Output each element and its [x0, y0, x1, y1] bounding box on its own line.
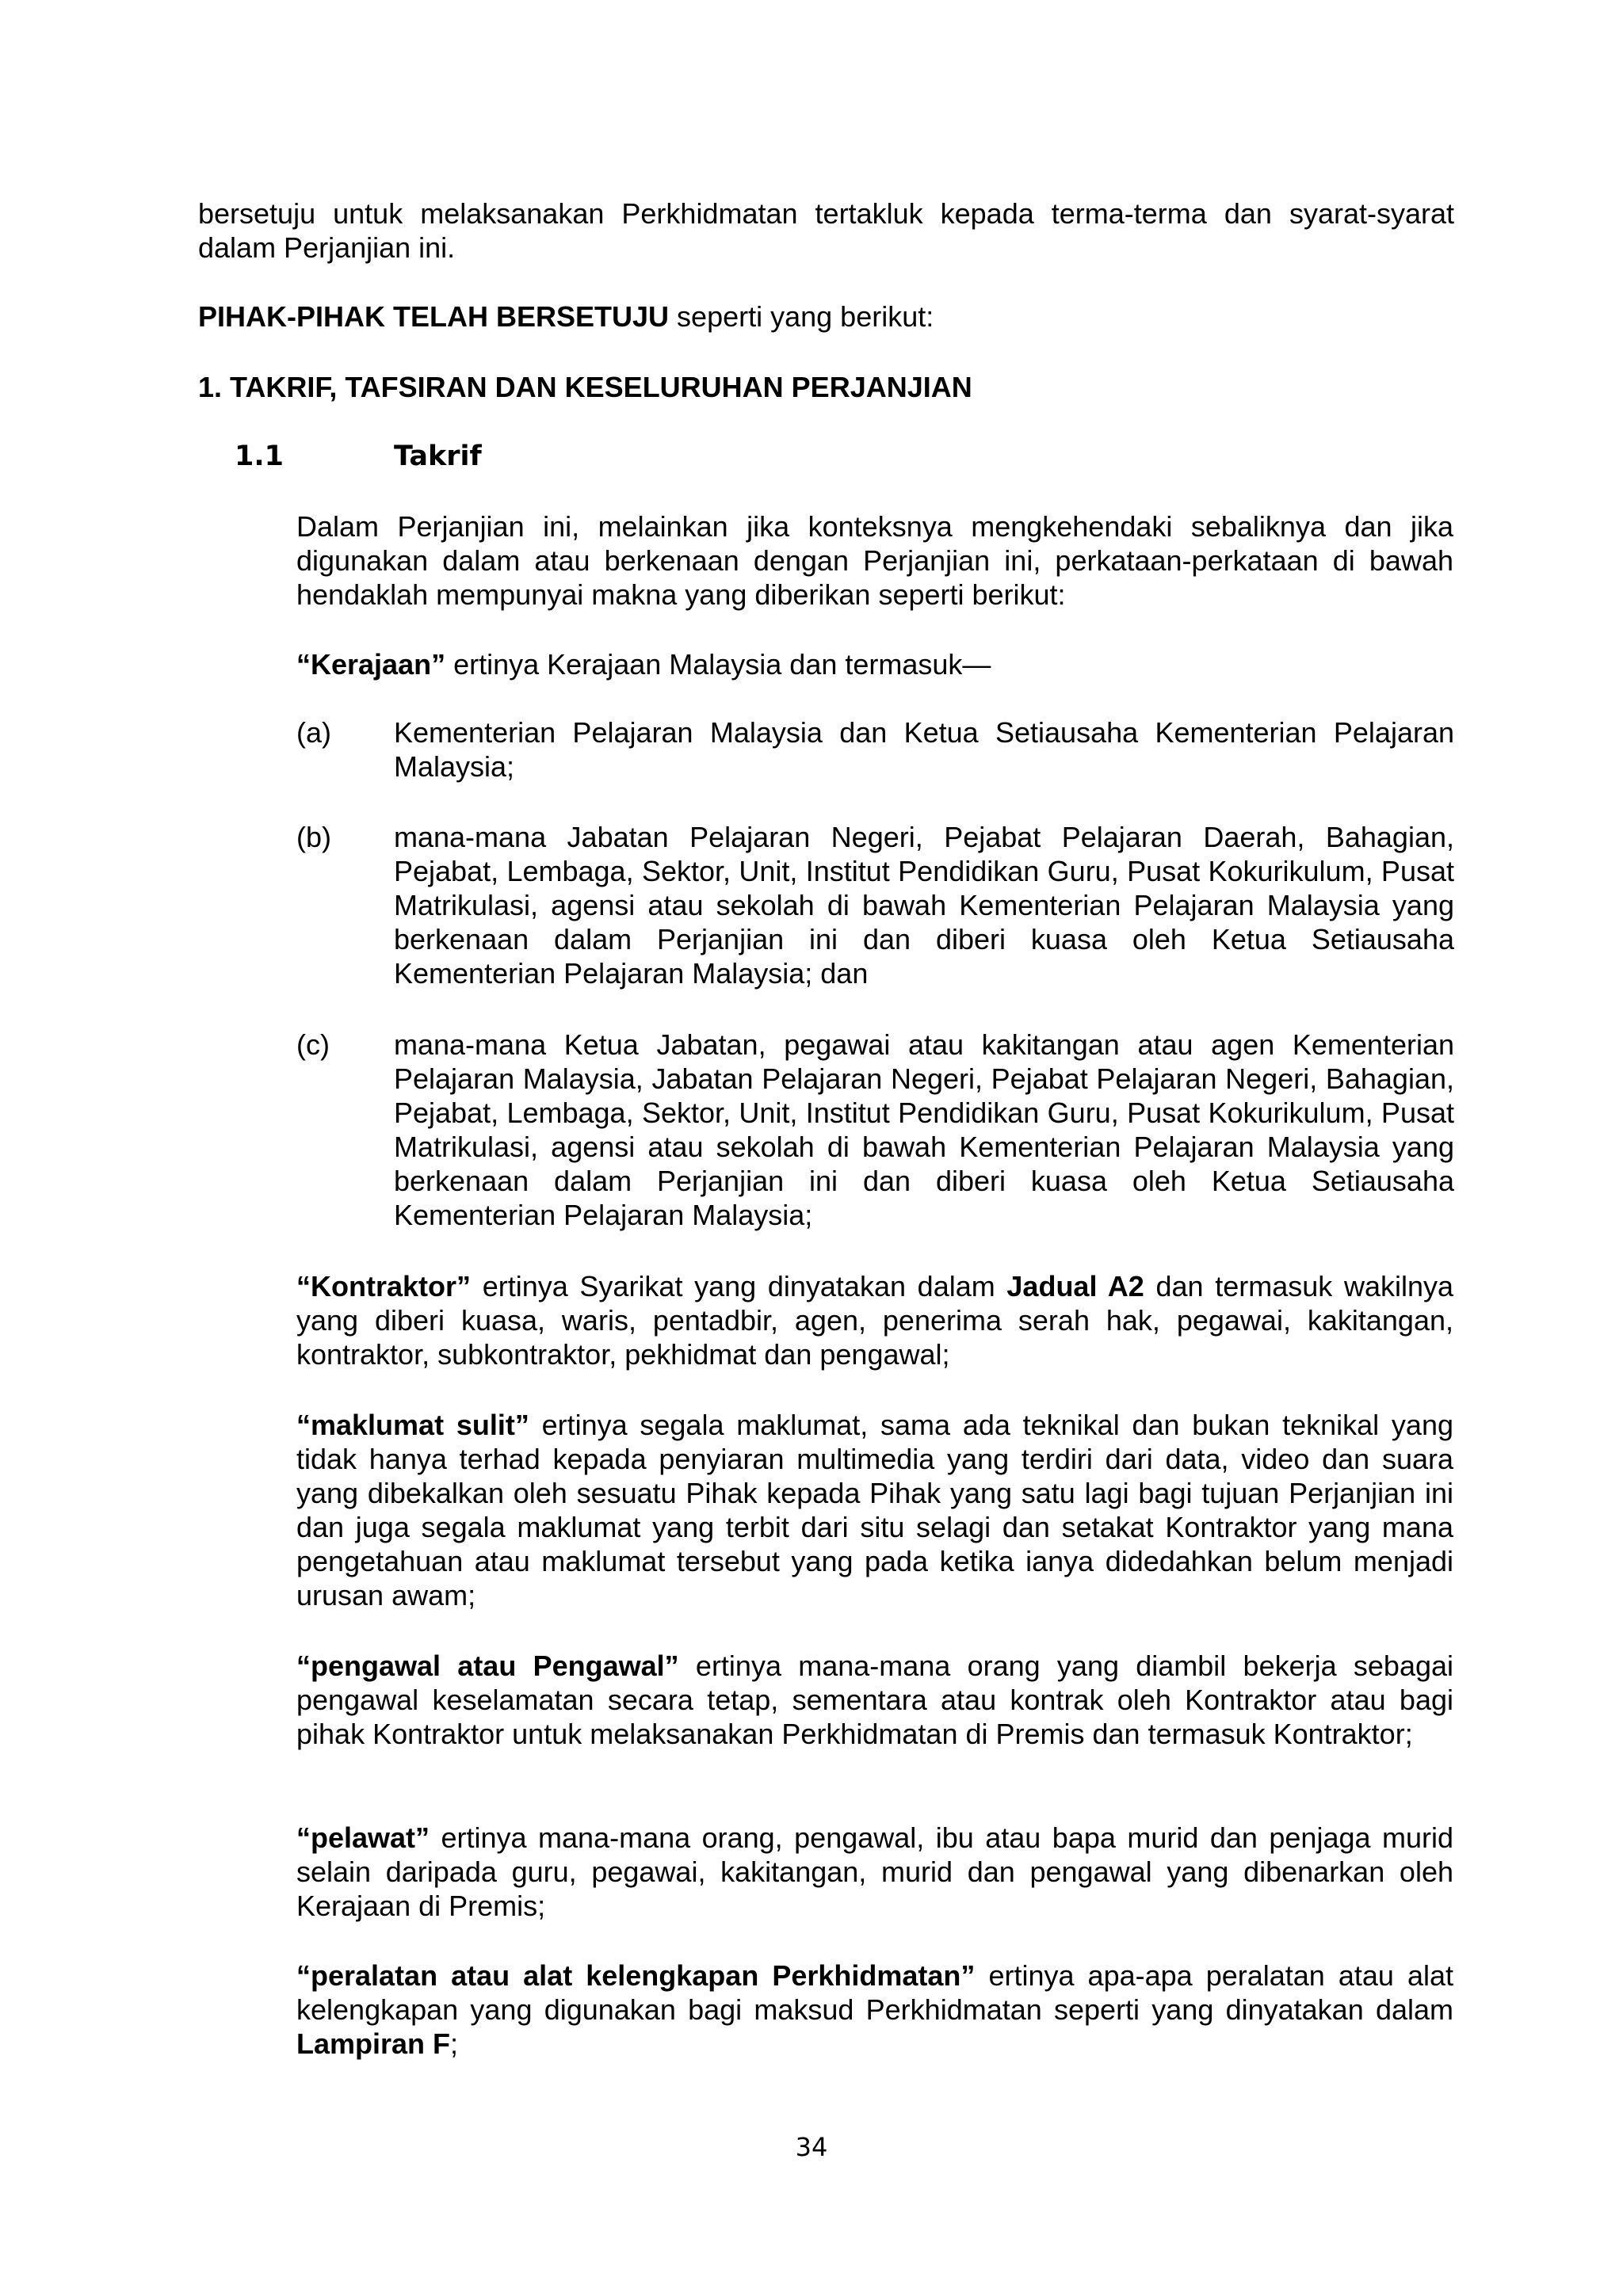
definition-text: ; — [450, 2027, 459, 2060]
definition-text: ertinya Kerajaan Malaysia dan termasuk— — [445, 648, 991, 681]
section-heading: 1. TAKRIF, TAFSIRAN DAN KESELURUHAN PERJANJIAN — [198, 371, 972, 403]
definition-kontraktor — [296, 1269, 1453, 1371]
list-item-label: (b) — [296, 821, 331, 853]
list-item-text: Kementerian Pelajaran Malaysia dan Ketua Setiausaha Kementerian Pelajaran Malaysia; — [394, 716, 1454, 783]
definitions-intro: Dalam Perjanjian ini, melainkan jika konteksnya mengkehendaki sebaliknya dan jika digunakan dalam atau berkenaan dengan Perjanjian ini, perkataan-perkataan di bawah hendaklah mempunyai makna yang diberikan seperti berikut: — [296, 510, 1453, 611]
definition-term: “pengawal atau Pengawal” — [296, 1650, 679, 1682]
definition-maklumat-sulit — [296, 1408, 1453, 1612]
list-item-label: (c) — [296, 1028, 330, 1061]
definition-term: “Kontraktor” — [296, 1270, 472, 1302]
definition-text: ertinya segala maklumat, sama ada teknikal dan bukan teknikal yang tidak hanya terhad kepada penyiaran multimedia yang terdiri dari data, video dan suara yang dibekalkan oleh sesuatu Pihak kepada Pihak yang satu lagi bagi tujuan Perjanjian ini dan juga segala maklumat yang terbit dari situ selagi dan setakat Kontraktor yang mana pengetahuan atau maklumat tersebut yang pada ketika ianya didedahkan belum menjadi urusan awam; — [296, 1409, 1453, 1611]
intro-paragraph: bersetuju untuk melaksanakan Perkhidmatan tertakluk kepada terma-terma dan syarat-syarat dalam Perjanjian ini. — [198, 197, 1454, 264]
agreement-bold-text: PIHAK-PIHAK TELAH BERSETUJU — [198, 300, 670, 333]
definition-term: “Kerajaan” — [296, 648, 446, 681]
definition-text: dan termasuk wakilnya yang diberi kuasa, waris, pentadbir, agen, penerima serah hak, pegawai, kakitangan, kontraktor, subkontraktor, pekhidmat dan pengawal; — [296, 1270, 1453, 1371]
definition-pelawat — [296, 1821, 1453, 1923]
agreement-text: seperti yang berikut: — [669, 300, 934, 333]
definition-text: ertinya mana-mana orang yang diambil bekerja sebagai pengawal keselamatan secara tetap, sementara atau kontrak oleh Kontraktor atau bagi pihak Kontraktor untuk melaksanakan Perkhidmatan di Premis dan termasuk Kontraktor; — [296, 1650, 1454, 1750]
agreement-statement — [198, 299, 1454, 334]
definition-term: “peralatan atau alat kelengkapan Perkhidmatan” — [296, 1959, 976, 1992]
definition-text: ertinya Syarikat yang dinyatakan dalam — [471, 1270, 1007, 1302]
definition-peralatan — [296, 1958, 1453, 2061]
subsection-number: 1.1 — [235, 441, 285, 472]
definition-kerajaan — [296, 647, 1453, 681]
definition-text: ertinya apa-apa peralatan atau alat kelengkapan yang digunakan bagi maksud Perkhidmatan seperti yang dinyatakan dalam — [296, 1959, 1453, 2026]
list-item-text: mana-mana Ketua Jabatan, pegawai atau kakitangan atau agen Kementerian Pelajaran Malaysia, Jabatan Pelajaran Negeri, Pejabat Pelajaran Negeri, Bahagian, Pejabat, Lembaga, Sektor, Unit, Institut Pendidikan Guru, Pusat Kokurikulum, Pusat Matrikulasi, agensi atau sekolah di bawah Kementerian Pelajaran Malaysia yang berkenaan dalam Perjanjian ini dan diberi kuasa oleh Ketua Setiausaha Kementerian Pelajaran Malaysia; — [394, 1028, 1454, 1231]
list-item-label: (a) — [296, 716, 331, 749]
reference-jadual: Jadual A2 — [1006, 1270, 1144, 1302]
subsection-title: Takrif — [394, 441, 482, 472]
definition-text: ertinya mana-mana orang, pengawal, ibu atau bapa murid dan penjaga murid selain daripada guru, pegawai, kakitangan, murid dan pengawal yang dibenarkan oleh Kerajaan di Premis; — [296, 1821, 1453, 1922]
definition-pengawal — [296, 1649, 1453, 1751]
definition-term: “pelawat” — [296, 1821, 430, 1854]
definition-term: “maklumat sulit” — [296, 1409, 529, 1441]
page-number: 34 — [795, 2132, 828, 2162]
list-item-text: mana-mana Jabatan Pelajaran Negeri, Pejabat Pelajaran Daerah, Bahagian, Pejabat, Lembaga, Sektor, Unit, Institut Pendidikan Guru, Pusat Kokurikulum, Pusat Matrikulasi, agensi atau sekolah di bawah Kementerian Pelajaran Malaysia yang berkenaan dalam Perjanjian ini dan diberi kuasa oleh Ketua Setiausaha Kementerian Pelajaran Malaysia; dan — [394, 821, 1454, 990]
reference-lampiran: Lampiran F — [296, 2027, 451, 2060]
